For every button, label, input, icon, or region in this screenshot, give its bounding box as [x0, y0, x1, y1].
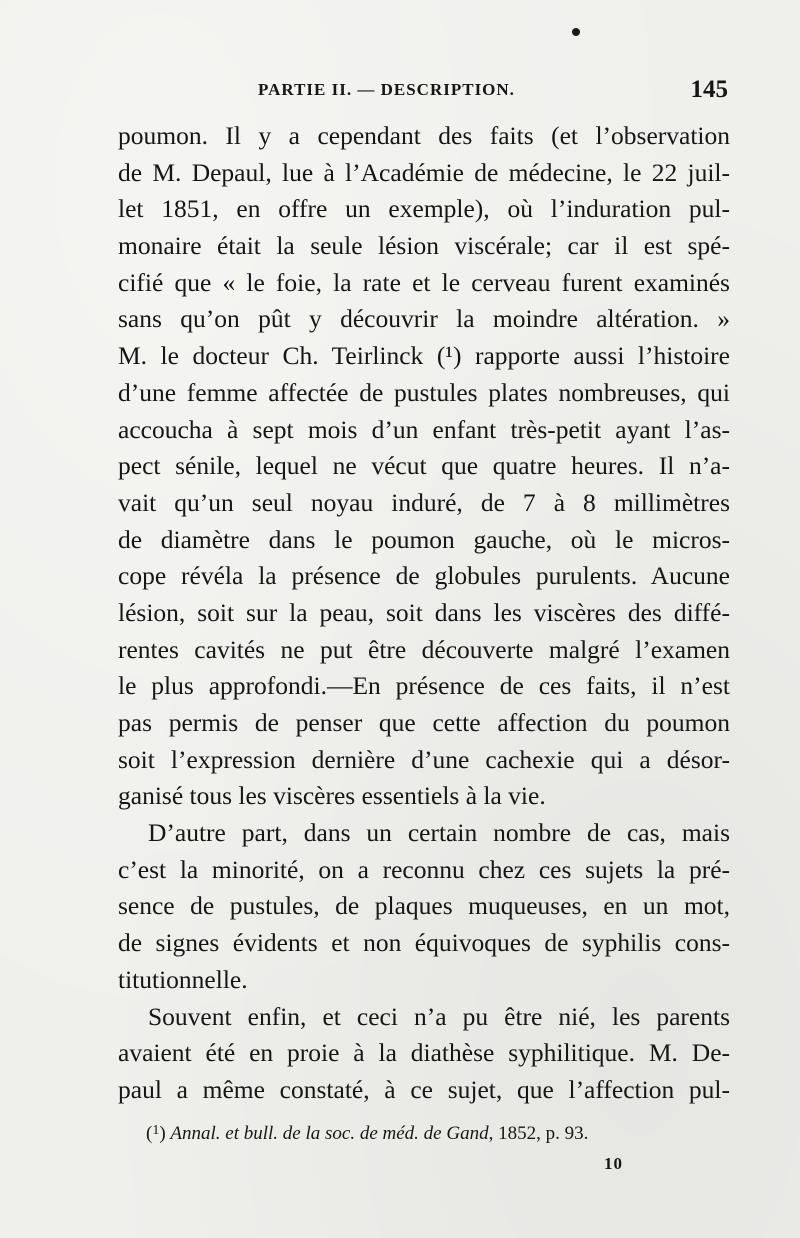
running-head: [118, 76, 728, 106]
footnote-open-paren: (: [146, 1123, 153, 1144]
paragraph-start-line: Souvent enfin, et ceci n’a pu être nié, les parents: [148, 1001, 730, 1031]
text-line: pect sénile, lequel ne vécut que quatre heures. Il n’a-: [118, 451, 730, 481]
text-line: pas permis de penser que cette affection du poumon: [118, 708, 730, 737]
text-line: de diamètre dans le poumon gauche, où le micros-: [118, 524, 730, 554]
text-line: d’une femme affectée de pustules plates nombreuses, qui: [118, 377, 730, 407]
text-line: de M. Depaul, lue à l’Académie de médecine, le 22 juil-: [118, 157, 730, 187]
text-line: ganisé tous les viscères essentiels à la vie.: [118, 781, 546, 811]
text-line: soit l’expression dernière d’une cachexie qui a désor-: [118, 744, 730, 774]
text-line: sence de pustules, de plaques muqueuses, en un mot,: [118, 891, 730, 921]
text-line: vait qu’un seul noyau induré, de 7 à 8 millimètres: [118, 487, 730, 517]
footnote-citation-rest: , 1852, p. 93.: [488, 1123, 589, 1144]
text-line: rentes cavités ne put être découverte malgré l’examen: [118, 634, 730, 664]
text-line: M. le docteur Ch. Teirlinck (¹) rapporte aussi l’histoire: [118, 341, 730, 371]
text-line: accoucha à sept mois d’un enfant très-petit ayant l’as-: [118, 414, 730, 444]
text-line: titutionnelle.: [118, 964, 248, 994]
text-line: le plus approfondi.—En présence de ces faits, il n’est: [118, 671, 730, 701]
text-line: cifié que « le foie, la rate et le cerveau furent examinés: [118, 267, 730, 297]
text-line: avaient été en proie à la diathèse syphilitique. M. De-: [118, 1038, 730, 1068]
footnote: [146, 1123, 706, 1145]
text-line: let 1851, en offre un exemple), où l’induration pul-: [118, 194, 730, 224]
text-line: lésion, soit sur la peau, soit dans les viscères des diffé-: [118, 597, 730, 627]
text-line: sans qu’on pût y découvrir la moindre altération. »: [118, 304, 730, 334]
signature-mark: 10: [604, 1154, 623, 1173]
text-line: de signes évidents et non équivoques de syphilis cons-: [118, 928, 730, 958]
footnote-close-paren: ): [159, 1123, 166, 1144]
page-number: 145: [690, 76, 728, 103]
paragraph-start-line: D’autre part, dans un certain nombre de cas, mais: [148, 818, 730, 848]
ink-speck: [572, 28, 580, 36]
footnote-marker: 1: [152, 1123, 160, 1138]
text-line: monaire était la seule lésion viscérale; car il est spé-: [118, 231, 730, 261]
footnote-citation: Annal. et bull. de la soc. de méd. de Gand: [170, 1123, 489, 1144]
text-line: c’est la minorité, on a reconnu chez ces sujets la pré-: [118, 854, 730, 884]
text-line: paul a même constaté, à ce sujet, que l’affection pul-: [118, 1074, 730, 1104]
running-title: PARTIE II. — DESCRIPTION.: [258, 80, 515, 99]
text-line: cope révéla la présence de globules purulents. Aucune: [118, 561, 730, 591]
text-line: poumon. Il y a cependant des faits (et l’observation: [118, 121, 730, 150]
body-text: [118, 118, 730, 1109]
